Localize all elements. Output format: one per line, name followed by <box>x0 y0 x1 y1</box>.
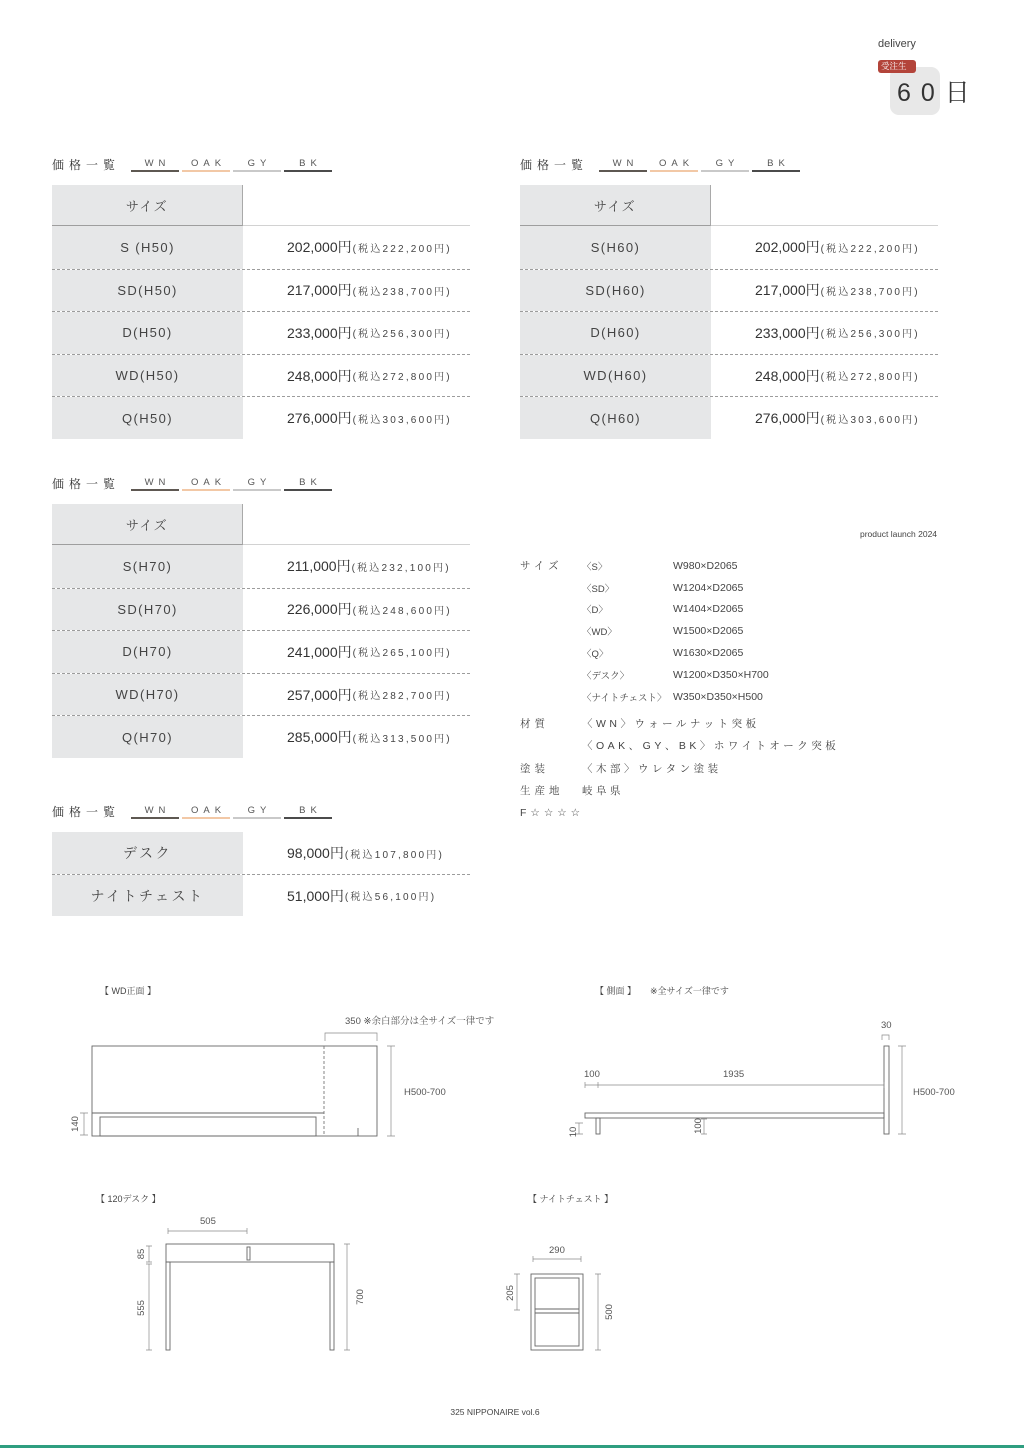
spec-sizes <box>520 555 769 708</box>
size-column-header: サイズ <box>52 504 243 545</box>
legend-wn: WN <box>131 805 179 819</box>
price-cell <box>243 832 470 874</box>
price-value: 248,000円 <box>287 367 352 384</box>
table-row <box>52 874 470 916</box>
spec-size-key: 〈WD〉 <box>582 627 617 639</box>
spec-size-row <box>520 599 769 621</box>
price-column-header <box>711 185 938 226</box>
wd-front-outline <box>92 1046 377 1136</box>
price-table <box>52 185 470 439</box>
color-legend <box>131 805 335 819</box>
size-cell: SD(H60) <box>520 270 711 312</box>
price-list-title: 価格一覧 <box>52 158 121 172</box>
night-chest-drawing <box>505 1194 615 1350</box>
price-list-title: 価格一覧 <box>52 477 121 491</box>
price-table <box>52 504 470 758</box>
spec-detail-label: 生産地 <box>520 785 564 798</box>
spec-size-value: W1200×D350×H700 <box>673 668 769 681</box>
price-with-tax: (税込313,500円) <box>352 733 452 745</box>
price-value: 248,000円 <box>755 367 820 384</box>
night-chest-height-dimension <box>595 1274 601 1350</box>
table-row <box>52 673 470 716</box>
price-column-header <box>243 504 470 545</box>
price-value: 233,000円 <box>287 324 352 341</box>
spec-size-key: 〈S〉 <box>582 561 608 573</box>
desk-left-leg <box>166 1262 170 1350</box>
spec-detail-text: 〈OAK、GY、BK〉ホワイトオーク突板 <box>582 740 840 753</box>
color-legend <box>599 158 803 172</box>
spec-detail-row <box>520 712 839 735</box>
table-row <box>52 630 470 673</box>
spec-size-value: W1404×D2065 <box>673 603 744 616</box>
table-row <box>52 311 470 354</box>
legend-bk: BK <box>284 477 332 491</box>
desk-drawer-height-label: 85 <box>136 1248 147 1260</box>
price-with-tax: (税込238,700円) <box>352 286 452 298</box>
size-cell: Q(H50) <box>52 397 243 439</box>
wd-front-base-label: 140 <box>70 1116 81 1132</box>
price-cell <box>243 312 470 354</box>
spec-size-row <box>520 642 769 664</box>
price-cell <box>243 226 470 269</box>
delivery-days: 60日 <box>897 79 980 107</box>
price-list-h60 <box>520 156 938 427</box>
size-cell: D(H50) <box>52 312 243 354</box>
price-value: 276,000円 <box>755 410 820 427</box>
size-cell: D(H60) <box>520 312 711 354</box>
size-cell: WD(H50) <box>52 355 243 397</box>
price-table-header <box>520 185 938 226</box>
spec-detail-row <box>520 757 839 780</box>
side-length-dimension <box>585 1082 884 1088</box>
wd-front-margin-dimension <box>325 1033 377 1041</box>
price-value: 202,000円 <box>287 239 352 256</box>
size-cell: WD(H60) <box>520 355 711 397</box>
spec-size-row <box>520 664 769 686</box>
spec-detail-row <box>520 802 839 825</box>
wd-front-base <box>100 1117 316 1136</box>
table-row <box>52 715 470 758</box>
spec-size-value: W980×D2065 <box>673 559 738 572</box>
legend-oak: OAK <box>650 158 698 172</box>
price-list-desk-chest <box>52 803 470 904</box>
night-chest-width-dimension <box>533 1256 581 1262</box>
color-legend <box>131 477 335 491</box>
price-with-tax: (税込272,800円) <box>352 372 452 384</box>
price-table-header <box>52 185 470 226</box>
size-cell: デスク <box>52 832 243 874</box>
price-with-tax: (税込238,700円) <box>820 286 920 298</box>
price-list-heading <box>520 156 938 172</box>
side-head-dimension <box>882 1035 889 1040</box>
night-chest-shelf-label: 205 <box>505 1285 516 1301</box>
price-with-tax: (税込256,300円) <box>352 329 452 341</box>
night-chest-height-label: 500 <box>604 1304 615 1320</box>
desk-leg-height-label: 555 <box>136 1300 147 1316</box>
price-table <box>520 185 938 439</box>
wd-front-title: 【 WD正面 】 <box>100 986 156 996</box>
size-cell: S(H60) <box>520 226 711 269</box>
spec-detail-label: F☆☆☆☆ <box>520 807 585 820</box>
price-value: 233,000円 <box>755 324 820 341</box>
side-head-label: 30 <box>881 1020 892 1031</box>
page-footer: 325 NIPPONAIRE vol.6 <box>450 1407 540 1417</box>
side-leg-label: 100 <box>693 1118 704 1134</box>
price-value: 226,000円 <box>287 601 352 618</box>
spec-detail-row <box>520 780 839 803</box>
price-cell <box>243 270 470 312</box>
spec-size-label: サイズ <box>520 560 563 573</box>
side-step-label: 100 <box>584 1069 600 1080</box>
legend-bk: BK <box>284 158 332 172</box>
desk-drawer-divider <box>247 1247 250 1260</box>
price-value: 211,000円 <box>287 558 351 575</box>
legend-oak: OAK <box>182 477 230 491</box>
price-with-tax: (税込282,700円) <box>352 691 452 703</box>
price-cell <box>243 875 470 916</box>
spec-size-value: W1630×D2065 <box>673 647 744 660</box>
table-row <box>520 311 938 354</box>
night-chest-outline <box>531 1274 583 1350</box>
price-table <box>52 832 470 916</box>
price-with-tax: (税込232,100円) <box>351 562 451 574</box>
table-row <box>52 588 470 631</box>
price-cell <box>711 312 938 354</box>
desk-title: 【 120デスク 】 <box>96 1194 161 1204</box>
price-value: 51,000円 <box>287 887 344 904</box>
legend-oak: OAK <box>182 805 230 819</box>
legend-gy: GY <box>233 158 281 172</box>
price-table-header <box>52 504 470 545</box>
spec-size-row <box>520 555 769 577</box>
table-row <box>52 396 470 439</box>
size-cell: SD(H70) <box>52 589 243 631</box>
spec-size-row <box>520 686 769 708</box>
product-launch: product launch 2024 <box>860 529 938 539</box>
size-cell: D(H70) <box>52 631 243 673</box>
table-row <box>52 354 470 397</box>
side-note: ※全サイズ一律です <box>650 986 729 996</box>
desk-drawer-width-label: 505 <box>200 1216 216 1227</box>
price-cell <box>243 631 470 673</box>
legend-gy: GY <box>701 158 749 172</box>
side-height-label: H500-700 <box>913 1087 955 1098</box>
desk-right-leg <box>330 1262 334 1350</box>
price-list-title: 価格一覧 <box>520 158 589 172</box>
color-legend <box>131 158 335 172</box>
night-chest-title: 【 ナイトチェスト 】 <box>528 1194 614 1204</box>
night-chest-inner <box>535 1278 579 1346</box>
price-value: 241,000円 <box>287 643 352 660</box>
table-row <box>52 545 470 588</box>
price-list-heading <box>52 156 470 172</box>
size-cell: S (H50) <box>52 226 243 269</box>
side-drawing <box>568 985 955 1137</box>
price-cell <box>711 270 938 312</box>
side-height-dimension <box>898 1046 906 1134</box>
desk-height-label: 700 <box>355 1289 366 1305</box>
size-column-header: サイズ <box>520 185 711 226</box>
desk-drawing <box>96 1194 366 1350</box>
legend-bk: BK <box>284 805 332 819</box>
price-cell <box>711 226 938 269</box>
price-cell <box>711 355 938 397</box>
spec-size-value: W1500×D2065 <box>673 625 744 638</box>
table-row <box>520 396 938 439</box>
side-headboard <box>884 1046 889 1134</box>
table-row <box>520 226 938 269</box>
price-with-tax: (税込303,600円) <box>352 414 452 426</box>
spec-detail-row <box>520 735 839 758</box>
spec-detail-text: 〈WN〉ウォールナット突板 <box>582 717 760 730</box>
price-list-h50 <box>52 156 470 427</box>
price-cell <box>243 674 470 716</box>
price-value: 202,000円 <box>755 239 820 256</box>
price-with-tax: (税込248,600円) <box>352 605 452 617</box>
wd-front-base-dimension <box>80 1113 88 1135</box>
price-list-heading <box>52 475 470 491</box>
price-list-h70 <box>52 475 470 746</box>
price-with-tax: (税込222,200円) <box>820 243 920 255</box>
spec-size-key: 〈Q〉 <box>582 649 609 661</box>
wd-front-height-label: H500-700 <box>404 1087 446 1098</box>
side-title: 【 側面 】 <box>595 986 637 996</box>
size-column-header: サイズ <box>52 185 243 226</box>
size-cell: Q(H60) <box>520 397 711 439</box>
price-value: 98,000円 <box>287 845 344 861</box>
price-cell <box>243 355 470 397</box>
spec-size-value: W350×D350×H500 <box>673 690 763 703</box>
size-cell: ナイトチェスト <box>52 875 243 916</box>
price-with-tax: (税込107,800円) <box>344 849 445 861</box>
price-value: 285,000円 <box>287 729 352 746</box>
price-column-header <box>243 185 470 226</box>
spec-size-value: W1204×D2065 <box>673 581 744 594</box>
side-length-label: 1935 <box>723 1069 745 1080</box>
spec-details <box>520 712 839 825</box>
side-leg <box>596 1118 600 1134</box>
price-cell <box>243 589 470 631</box>
table-row <box>520 269 938 312</box>
size-cell: SD(H50) <box>52 270 243 312</box>
made-to-order-badge: 受注生 <box>878 60 916 73</box>
spec-size-key: 〈デスク〉 <box>582 670 630 682</box>
price-with-tax: (税込256,300円) <box>820 329 920 341</box>
legend-wn: WN <box>131 477 179 491</box>
spec-size-key: 〈SD〉 <box>582 583 615 595</box>
legend-oak: OAK <box>182 158 230 172</box>
legend-wn: WN <box>131 158 179 172</box>
size-cell: S(H70) <box>52 545 243 588</box>
price-value: 217,000円 <box>287 282 352 299</box>
price-with-tax: (税込56,100円) <box>344 892 437 903</box>
table-row <box>52 269 470 312</box>
price-cell <box>243 716 470 758</box>
spec-size-row <box>520 620 769 642</box>
wd-front-margin-note: 350 ※余白部分は全サイズ一律です <box>345 1016 495 1027</box>
spec-size-row <box>520 577 769 599</box>
wd-front-height-dimension <box>387 1046 395 1136</box>
size-cell: Q(H70) <box>52 716 243 758</box>
price-with-tax: (税込303,600円) <box>820 414 920 426</box>
table-row <box>52 832 470 874</box>
price-cell <box>711 397 938 439</box>
price-value: 217,000円 <box>755 282 820 299</box>
wd-front-drawing <box>70 986 494 1136</box>
spec-size-key: 〈ナイトチェスト〉 <box>582 692 667 704</box>
legend-gy: GY <box>233 477 281 491</box>
price-with-tax: (税込272,800円) <box>820 372 920 384</box>
spec-detail-label: 塗装 <box>520 762 549 775</box>
desk-drawer-width-dimension <box>168 1228 247 1234</box>
legend-bk: BK <box>752 158 800 172</box>
delivery-label: delivery <box>878 38 916 50</box>
spec-size-key: 〈D〉 <box>582 605 608 617</box>
table-row <box>520 354 938 397</box>
dimension-drawings <box>0 960 1024 1380</box>
price-with-tax: (税込265,100円) <box>352 648 452 660</box>
spec-detail-label: 材質 <box>520 717 549 730</box>
side-frame <box>585 1113 884 1118</box>
price-list-heading <box>52 803 470 819</box>
table-row <box>52 226 470 269</box>
price-cell <box>243 545 470 588</box>
price-cell <box>243 397 470 439</box>
price-with-tax: (税込222,200円) <box>352 243 452 255</box>
legend-wn: WN <box>599 158 647 172</box>
spec-detail-text: 〈木部〉ウレタン塗装 <box>582 762 722 775</box>
legend-gy: GY <box>233 805 281 819</box>
desk-height-dimension <box>344 1244 350 1350</box>
price-value: 276,000円 <box>287 410 352 427</box>
night-chest-width-label: 290 <box>549 1245 565 1256</box>
side-clearance-label: 10 <box>568 1126 579 1138</box>
size-cell: WD(H70) <box>52 674 243 716</box>
price-list-title: 価格一覧 <box>52 805 121 819</box>
spec-detail-text: 岐阜県 <box>582 785 624 798</box>
price-value: 257,000円 <box>287 686 352 703</box>
